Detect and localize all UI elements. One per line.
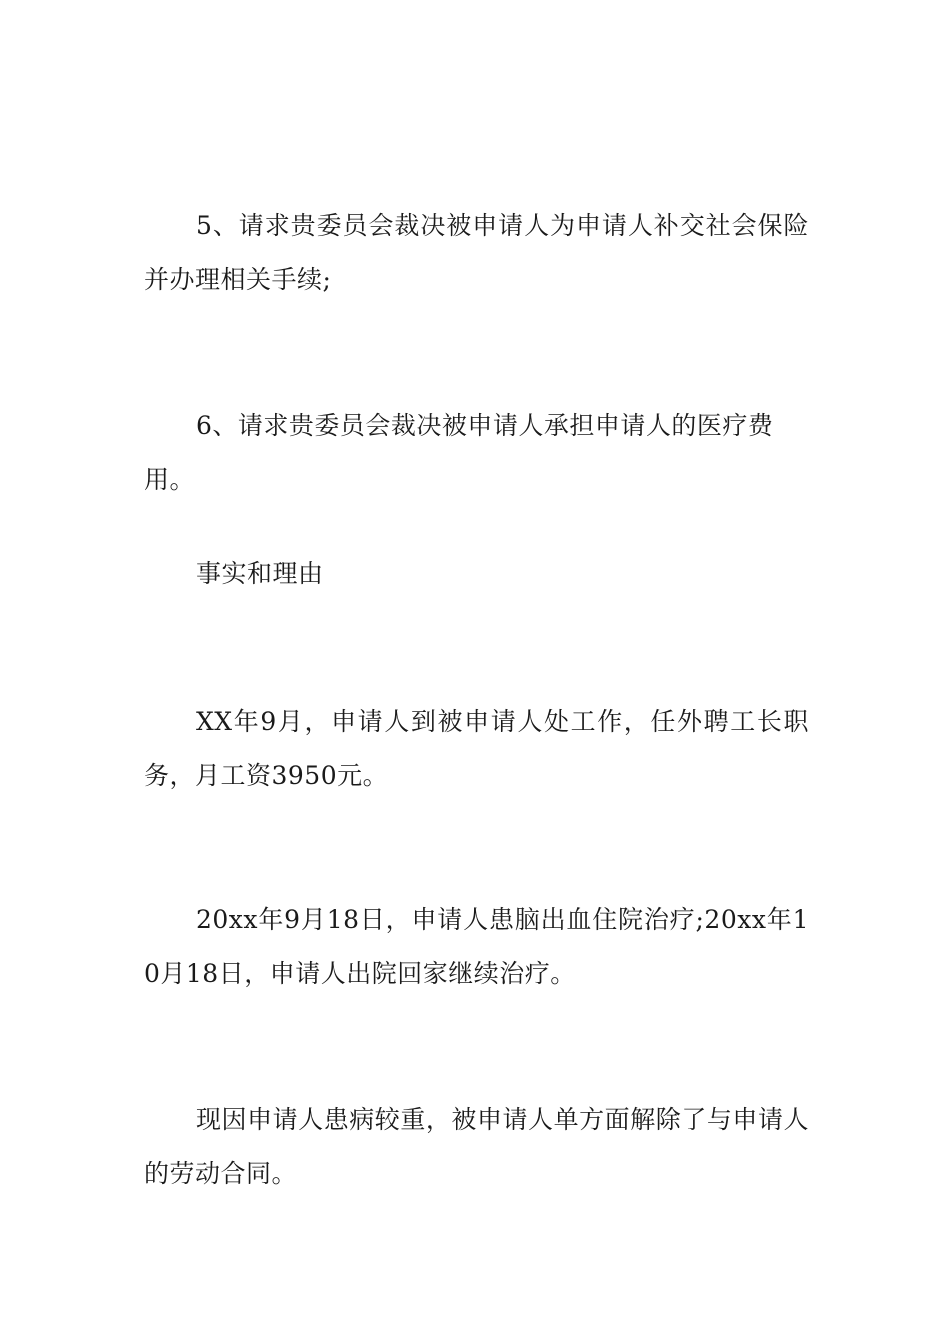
paragraph-employment-facts: XX年9月，申请人到被申请人处工作，任外聘工长职务，月工资3950元。 xyxy=(144,707,809,790)
paragraph-request-6: 6、请求贵委员会裁决被申请人承担申请人的医疗费用。 xyxy=(144,411,774,494)
paragraph-contract-termination: 现因申请人患病较重，被申请人单方面解除了与申请人的劳动合同。 xyxy=(144,1105,809,1188)
section-heading-facts-reasons: 事实和理由 xyxy=(196,559,324,588)
paragraph-request-5: 5、请求贵委员会裁决被申请人为申请人补交社会保险并办理相关手续; xyxy=(144,211,809,294)
paragraph-hospitalization-facts: 20xx年9月18日，申请人患脑出血住院治疗;20xx年10月18日，申请人出院回家继续治疗。 xyxy=(144,905,809,988)
